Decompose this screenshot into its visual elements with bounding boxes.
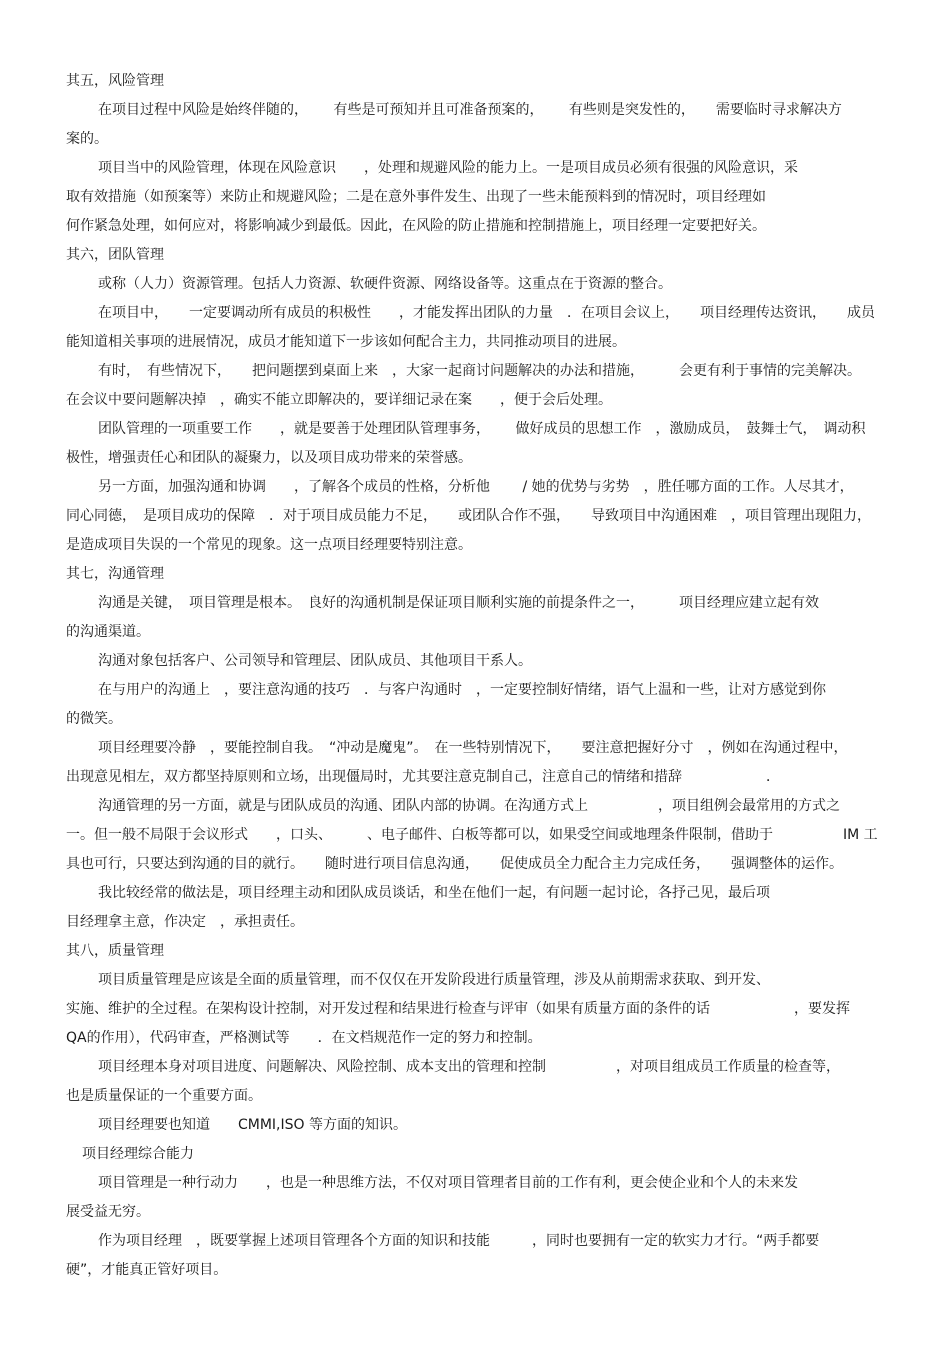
paragraph-line: 出现意见相左，双方都坚持原则和立场，出现僵局时，尤其要注意克制自己，注意自己的情绪和措辞 ． [66,769,780,785]
paragraph-line: 项目经理要也知道 CMMI,ISO 等方面的知识。 [98,1117,407,1133]
paragraph-line: 在与用户的沟通上 ，要注意沟通的技巧 ．与客户沟通时 ，一定要控制好情绪，语气上温和一些，让对方感觉到你 [98,682,826,698]
paragraph-line: 项目质量管理是应该是全面的质量管理，而不仅仅在开发阶段进行质量管理，涉及从前期需求获取、到开发、 [98,972,770,988]
paragraph-line: 项目经理本身对项目进度、问题解决、风险控制、成本支出的管理和控制 ，对项目组成员工作质量的检查等， [98,1059,840,1075]
paragraph-line: 一。但一般不局限于会议形式 ，口头、 、电子邮件、白板等都可以，如果受空间或地理条件限制，借助于 IM 工 [66,827,878,843]
paragraph-line: 我比较经常的做法是，项目经理主动和团队成员谈话，和坐在他们一起，有问题一起讨论，各抒己见，最后项 [98,885,770,901]
paragraph-line: 展受益无穷。 [66,1204,150,1220]
paragraph-line: 的微笑。 [66,711,122,727]
paragraph-line: 具也可行，只要达到沟通的目的就行。 随时进行项目信息沟通， 促使成员全力配合主力完成任务， 强调整体的运作。 [66,856,843,872]
paragraph-line: 实施、维护的全过程。在架构设计控制，对开发过程和结果进行检查与评审（如果有质量方面的条件的话 ，要发挥 [66,1001,850,1017]
paragraph-line: 何作紧急处理，如何应对，将影响减少到最低。因此，在风险的防止措施和控制措施上，项目经理一定要把好关。 [66,218,766,234]
paragraph-line: 硬”，才能真正管好项目。 [66,1262,228,1278]
paragraph-line: 项目经理要冷静 ，要能控制自我。 “冲动是魔鬼”。 在一些特别情况下， 要注意把握好分寸 ，例如在沟通过程中， [98,740,848,756]
paragraph-line: QA的作用），代码审查，严格测试等 ．在文档规范作一定的努力和控制。 [66,1030,542,1046]
paragraph-line: 在会议中要问题解决掉 ，确实不能立即解决的，要详细记录在案 ，便于会后处理。 [66,392,612,408]
paragraph-line: 是造成项目失误的一个常见的现象。这一点项目经理要特别注意。 [66,537,472,553]
section-heading-risk: 其五，风险管理 [66,73,164,89]
paragraph-line: 在项目过程中风险是始终伴随的， 有些是可预知并且可准备预案的， 有些则是突发性的， 需要临时寻求解决方 [98,102,842,118]
paragraph-line: 另一方面，加强沟通和协调 ，了解各个成员的性格，分析他 / 她的优势与劣势 ，胜任哪方面的工作。人尽其才， [98,479,854,495]
paragraph-line: 沟通是关键， 项目管理是根本。 良好的沟通机制是保证项目顺利实施的前提条件之一， 项目经理应建立起有效 [98,595,819,611]
paragraph-line: 或称（人力）资源管理。包括人力资源、软硬件资源、网络设备等。这重点在于资源的整合。 [98,276,672,292]
paragraph-line: 在项目中， 一定要调动所有成员的积极性 ，才能发挥出团队的力量 ．在项目会议上， 项目经理传达资讯， 成员 [98,305,875,321]
paragraph-line: 项目当中的风险管理，体现在风险意识 ，处理和规避风险的能力上。一是项目成员必须有很强的风险意识，采 [98,160,798,176]
paragraph-line: 取有效措施（如预案等）来防止和规避风险；二是在意外事件发生、出现了一些未能预料到的情况时，项目经理如 [66,189,766,205]
paragraph-line: 极性，增强责任心和团队的凝聚力，以及项目成功带来的荣誉感。 [66,450,472,466]
section-heading-quality: 其八，质量管理 [66,943,164,959]
paragraph-line: 也是质量保证的一个重要方面。 [66,1088,262,1104]
paragraph-line: 团队管理的一项重要工作 ，就是要善于处理团队管理事务， 做好成员的思想工作 ，激励成员， 鼓舞士气， 调动积 [98,421,866,437]
section-heading-team: 其六，团队管理 [66,247,164,263]
paragraph-line: 有时， 有些情况下， 把问题摆到桌面上来 ，大家一起商讨问题解决的办法和措施， 会更有利于事情的完美解决。 [98,363,861,379]
paragraph-line: 沟通对象包括客户、公司领导和管理层、团队成员、其他项目干系人。 [98,653,532,669]
paragraph-line: 项目管理是一种行动力 ，也是一种思维方法，不仅对项目管理者目前的工作有利，更会使企业和个人的未来发 [98,1175,798,1191]
section-heading-communication: 其七，沟通管理 [66,566,164,582]
paragraph-line: 同心同德， 是项目成功的保障 ．对于项目成员能力不足， 或团队合作不强， 导致项目中沟通困难 ，项目管理出现阻力， [66,508,871,524]
paragraph-line: 作为项目经理 ，既要掌握上述项目管理各个方面的知识和技能 ，同时也要拥有一定的软实力才行。“两手都要 [98,1233,820,1249]
paragraph-line: 的沟通渠道。 [66,624,150,640]
section-heading-pm-ability: 项目经理综合能力 [82,1146,194,1162]
paragraph-line: 案的。 [66,131,108,147]
paragraph-line: 沟通管理的另一方面，就是与团队成员的沟通、团队内部的协调。在沟通方式上 ，项目组例会最常用的方式之 [98,798,840,814]
paragraph-line: 目经理拿主意，作决定 ，承担责任。 [66,914,304,930]
paragraph-line: 能知道相关事项的进展情况，成员才能知道下一步该如何配合主力，共同推动项目的进展。 [66,334,626,350]
